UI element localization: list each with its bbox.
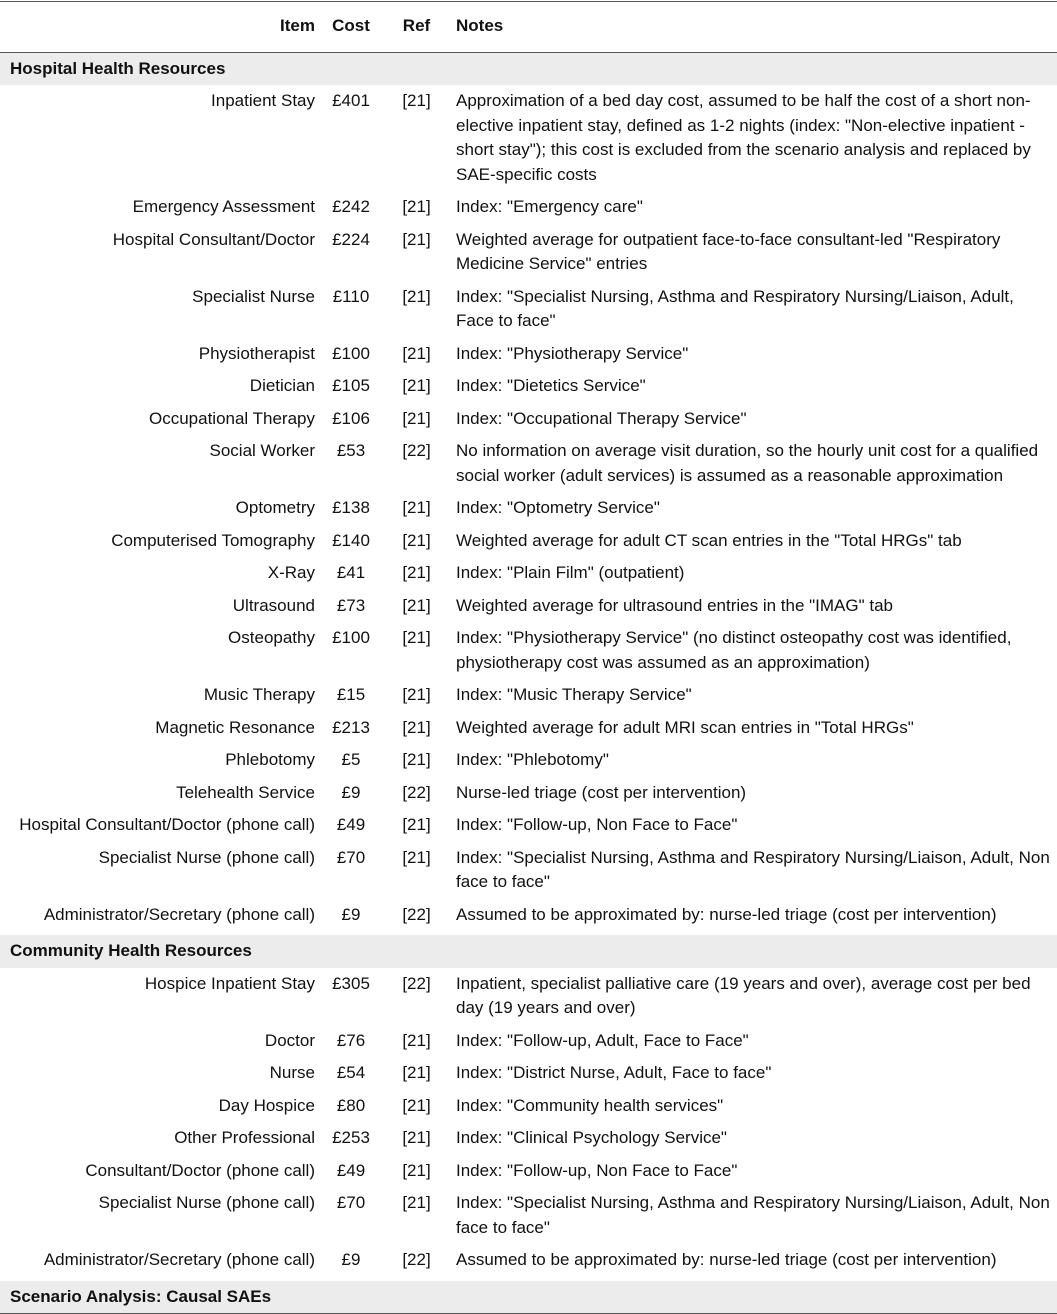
cell-cost: £70	[336, 847, 366, 867]
cell-notes: Assumed to be approximated by: nurse-led triage (cost per intervention)	[456, 1250, 997, 1269]
cell-notes: Index: "Optometry Service"	[456, 498, 660, 517]
cell-notes: Index: "District Nurse, Adult, Face to face"	[456, 1063, 772, 1082]
cell-item: Music Therapy	[203, 685, 315, 704]
cell-cost: £70	[336, 1193, 366, 1212]
table-row	[0, 439, 1057, 496]
section-title: Hospital Health Resources	[0, 52, 1057, 85]
table-row	[0, 529, 1057, 562]
cell-notes: Index: "Music Therapy Service"	[456, 685, 692, 704]
cell-cost: £242	[332, 197, 370, 216]
table-row	[0, 1061, 1057, 1094]
cell-notes: Approximation of a bed day cost, assumed to be half the cost of a short non-elective inpatient stay, defined as 1-2 nights (index: "Non-elective inpatient - short stay"); this cost is excluded from the scenario analysis and replaced by SAE-specific costs	[456, 91, 1031, 184]
cell-cost: £100	[332, 343, 370, 363]
cell-notes: Index: "Plain Film" (outpatient)	[456, 563, 685, 582]
cell-cost: £100	[332, 628, 370, 647]
cell-item: Administrator/Secretary (phone call)	[43, 1250, 315, 1269]
cell-ref: [21]	[402, 1160, 431, 1180]
cell-ref: [21]	[402, 408, 431, 428]
section-title: Scenario Analysis: Causal SAEs	[0, 1281, 1057, 1314]
cell-item: Magnetic Resonance	[155, 717, 315, 737]
cell-cost: £106	[332, 408, 370, 428]
cell-cost: £76	[336, 1030, 366, 1050]
cell-item: Dietician	[249, 376, 315, 395]
table-row	[0, 195, 1057, 228]
cell-cost: £401	[332, 91, 370, 110]
cell-item: X-Ray	[267, 563, 315, 582]
cell-notes: Index: "Follow-up, Adult, Face to Face"	[456, 1030, 749, 1050]
cell-cost: £105	[332, 376, 370, 395]
cell-item: Computerised Tomography	[111, 530, 315, 550]
cell-ref: [21]	[402, 815, 431, 834]
cell-item: Nurse	[269, 1063, 315, 1082]
cell-ref: [21]	[402, 1095, 431, 1115]
cell-item: Occupational Therapy	[148, 408, 315, 428]
cell-cost: £73	[336, 595, 366, 615]
table-row	[0, 1126, 1057, 1159]
cell-cost: £9	[341, 1250, 361, 1269]
header-cost: Cost	[318, 2, 384, 52]
cell-item: Social Worker	[209, 441, 315, 460]
table-row	[0, 683, 1057, 716]
cell-notes: Index: "Physiotherapy Service"	[456, 343, 689, 363]
table-row	[0, 594, 1057, 627]
cell-item: Ultrasound	[232, 595, 315, 615]
cell-cost: £9	[341, 904, 361, 924]
cell-notes: Index: "Community health services"	[456, 1095, 724, 1115]
cell-ref: [21]	[402, 286, 431, 306]
cell-notes: Index: "Follow-up, Non Face to Face"	[456, 1160, 738, 1180]
section-header-row	[0, 935, 1057, 968]
table-row	[0, 1191, 1057, 1248]
cell-notes: Index: "Phlebotomy"	[456, 750, 609, 769]
cell-item: Day Hospice	[218, 1095, 315, 1115]
table-row	[0, 374, 1057, 407]
cell-notes: Index: "Occupational Therapy Service"	[456, 408, 747, 428]
cell-notes: Weighted average for adult MRI scan entries in "Total HRGs"	[456, 717, 914, 737]
unit-cost-table	[0, 2, 1057, 1313]
table-row	[0, 626, 1057, 683]
cell-ref: [22]	[402, 973, 431, 993]
cell-notes: Index: "Dietetics Service"	[456, 376, 646, 395]
cell-cost: £140	[332, 530, 370, 550]
cell-item: Consultant/Doctor (phone call)	[85, 1160, 315, 1180]
cell-ref: [21]	[402, 628, 431, 647]
header-item: Item	[0, 2, 318, 52]
section-title: Community Health Resources	[0, 935, 1057, 968]
cell-ref: [21]	[402, 1063, 431, 1082]
cell-cost: £253	[332, 1128, 370, 1147]
table-header-row	[0, 2, 1057, 52]
cell-ref: [21]	[402, 750, 431, 769]
cell-item: Administrator/Secretary (phone call)	[43, 904, 315, 924]
cell-ref: [21]	[402, 595, 431, 615]
cell-ref: [22]	[402, 1250, 431, 1269]
cell-cost: £15	[336, 685, 366, 704]
cell-ref: [21]	[402, 717, 431, 737]
table-row	[0, 407, 1057, 440]
table-row	[0, 342, 1057, 375]
cell-item: Phlebotomy	[225, 750, 315, 769]
cell-ref: [21]	[402, 91, 431, 110]
cell-item: Specialist Nurse	[192, 286, 315, 306]
cell-item: Doctor	[264, 1030, 315, 1050]
cell-notes: Index: "Physiotherapy Service" (no distinct osteopathy cost was identified, physiotherapy cost was assumed as an approximation)	[456, 628, 1012, 672]
cell-ref: [21]	[402, 1128, 431, 1147]
cell-notes: Assumed to be approximated by: nurse-led triage (cost per intervention)	[456, 904, 997, 924]
cell-item: Inpatient Stay	[211, 91, 315, 110]
section-header-row	[0, 1281, 1057, 1314]
table-body	[0, 52, 1057, 1313]
cell-cost: £213	[332, 717, 370, 737]
table-row	[0, 813, 1057, 846]
cell-ref: [21]	[402, 1030, 431, 1050]
cell-item: Osteopathy	[228, 628, 315, 647]
table-row	[0, 716, 1057, 749]
table-row	[0, 1029, 1057, 1062]
cell-ref: [22]	[402, 441, 431, 460]
cell-ref: [21]	[402, 1193, 431, 1212]
cell-notes: Inpatient, specialist palliative care (19 years and over), average cost per bed day (19 years and over)	[456, 973, 1031, 1017]
table-row	[0, 496, 1057, 529]
table-row	[0, 1159, 1057, 1192]
table-row	[0, 781, 1057, 814]
cell-notes: Index: "Clinical Psychology Service"	[456, 1128, 727, 1147]
cell-item: Physiotherapist	[198, 343, 315, 363]
cell-cost: £49	[336, 815, 366, 834]
cell-cost: £5	[341, 750, 361, 769]
cell-ref: [21]	[402, 498, 431, 517]
table-row	[0, 1094, 1057, 1127]
table-row	[0, 968, 1057, 1029]
cell-notes: Index: "Follow-up, Non Face to Face"	[456, 815, 738, 834]
table-row	[0, 285, 1057, 342]
cell-item: Hospice Inpatient Stay	[144, 973, 315, 993]
cell-ref: [22]	[402, 782, 431, 802]
cell-cost: £54	[336, 1063, 366, 1082]
cell-notes: Weighted average for ultrasound entries in the "IMAG" tab	[456, 595, 893, 615]
cell-item: Telehealth Service	[176, 782, 315, 802]
cell-cost: £53	[336, 441, 366, 460]
cell-ref: [21]	[402, 530, 431, 550]
cell-ref: [21]	[402, 343, 431, 363]
cell-notes: Index: "Specialist Nursing, Asthma and Respiratory Nursing/Liaison, Adult, Face to face"	[456, 286, 1014, 330]
cell-ref: [21]	[402, 563, 431, 582]
table-row	[0, 561, 1057, 594]
cell-notes: Index: "Emergency care"	[456, 197, 643, 216]
cell-item: Other Professional	[174, 1128, 315, 1147]
table-row	[0, 748, 1057, 781]
cell-ref: [21]	[402, 847, 431, 867]
cell-ref: [21]	[402, 229, 431, 249]
table-row	[0, 228, 1057, 285]
header-ref: Ref	[384, 2, 449, 52]
cell-ref: [21]	[402, 197, 431, 216]
table-row	[0, 903, 1057, 936]
cell-item: Optometry	[235, 498, 315, 517]
cell-cost: £110	[332, 286, 370, 306]
cell-ref: [21]	[402, 376, 431, 395]
cell-cost: £80	[336, 1095, 366, 1115]
cell-notes: Nurse-led triage (cost per intervention)	[456, 782, 747, 802]
cell-cost: £41	[336, 563, 366, 582]
cost-table-container	[0, 1, 1057, 1314]
cell-item: Specialist Nurse (phone call)	[98, 1193, 315, 1212]
table-row	[0, 1248, 1057, 1281]
table-row	[0, 85, 1057, 195]
cell-notes: Weighted average for adult CT scan entries in the "Total HRGs" tab	[456, 530, 962, 550]
cell-item: Hospital Consultant/Doctor (phone call)	[19, 815, 315, 834]
cell-cost: £224	[332, 229, 370, 249]
cell-item: Specialist Nurse (phone call)	[98, 847, 315, 867]
cell-item: Emergency Assessment	[132, 197, 315, 216]
cell-ref: [22]	[402, 904, 431, 924]
cell-notes: Index: "Specialist Nursing, Asthma and Respiratory Nursing/Liaison, Adult, Non face to face"	[456, 847, 1050, 891]
cell-item: Hospital Consultant/Doctor	[112, 229, 315, 249]
table-row	[0, 846, 1057, 903]
header-notes: Notes	[449, 2, 1057, 52]
cell-cost: £138	[332, 498, 370, 517]
section-header-row	[0, 52, 1057, 85]
cell-cost: £9	[341, 782, 361, 802]
cell-notes: No information on average visit duration, so the hourly unit cost for a qualified social worker (adult services) is assumed as a reasonable approximation	[456, 441, 1039, 485]
cell-ref: [21]	[402, 685, 431, 704]
cell-notes: Index: "Specialist Nursing, Asthma and Respiratory Nursing/Liaison, Adult, Non face to face"	[456, 1193, 1050, 1237]
cell-cost: £49	[336, 1160, 366, 1180]
cell-cost: £305	[332, 973, 370, 993]
cell-notes: Weighted average for outpatient face-to-face consultant-led "Respiratory Medicine Service" entries	[456, 229, 1001, 273]
